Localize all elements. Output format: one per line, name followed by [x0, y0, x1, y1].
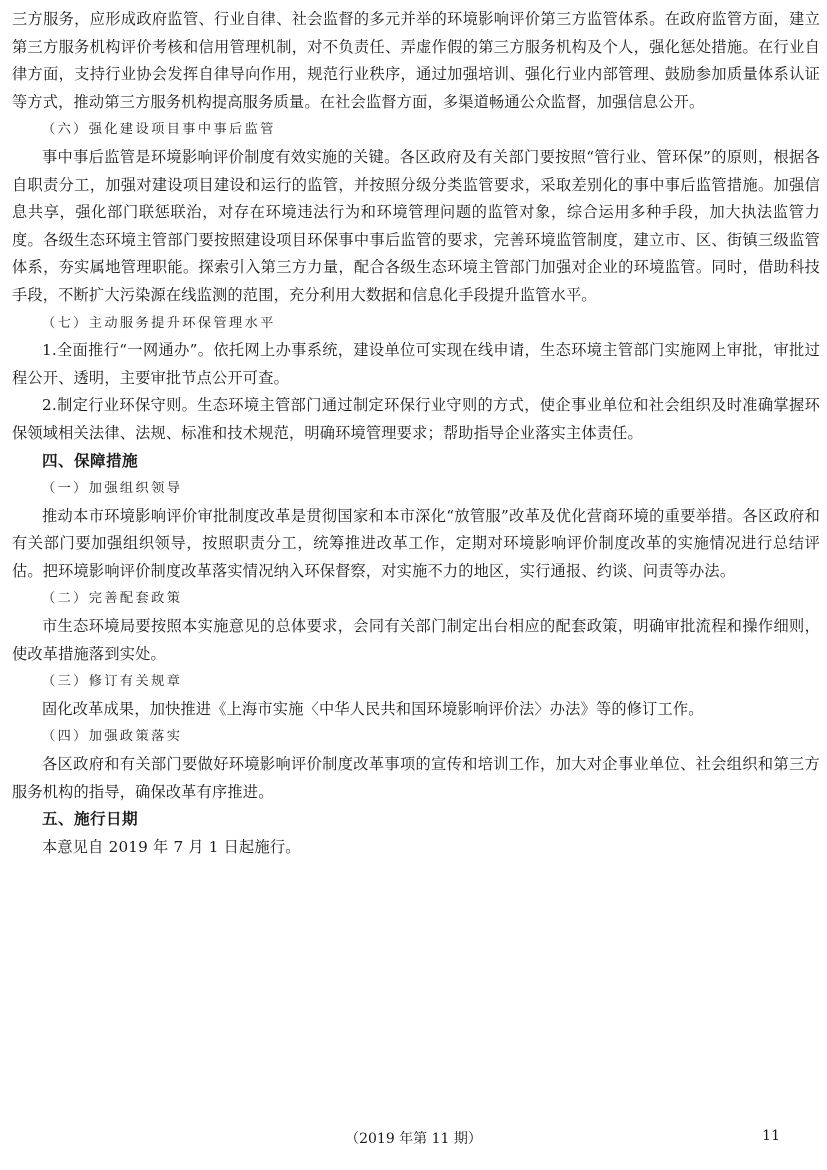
- paragraph-one-stop-service: 1.全面推行“一网通办”。依托网上办事系统，建设单位可实现在线申请，生态环境主管部门实施网上审批，审批过程公开、透明，主要审批节点公开可查。: [12, 341, 820, 387]
- subheading-1-organization: （一）加强组织领导: [42, 481, 183, 497]
- paragraph-policy-implementation: 各区政府和有关部门要做好环境影响评价制度改革事项的宣传和培训工作，加大对企事业单位、社会组织和第三方服务机构的指导，确保改革有序推进。: [12, 755, 820, 801]
- issue-label: （2019 年第 11 期）: [345, 1131, 482, 1147]
- subheading-3-revise-regulations: （三）修订有关规章: [42, 674, 183, 690]
- subheading-7-proactive-service: （七）主动服务提升环保管理水平: [42, 315, 276, 331]
- subheading-2-supporting-policies: （二）完善配套政策: [42, 591, 183, 607]
- page-footer: [0, 1128, 827, 1150]
- page-number: 11: [762, 1128, 780, 1144]
- paragraph-effective-date: 本意见自 2019 年 7 月 1 日起施行。: [42, 837, 301, 856]
- paragraph-supporting-policies: 市生态环境局要按照本实施意见的总体要求，会同有关部门制定出台相应的配套政策，明确审批流程和操作细则，使改革措施落到实处。: [12, 617, 820, 663]
- document-body: [12, 6, 820, 861]
- paragraph-industry-code: 2.制定行业环保守则。生态环境主管部门通过制定环保行业守则的方式，使企事业单位和社会组织及时准确掌握环保领域相关法律、法规、标准和技术规范，明确环境管理要求；帮助指导企业落实主体责任。: [12, 396, 820, 442]
- paragraph-post-supervision: 事中事后监管是环境影响评价制度有效实施的关键。各区政府及有关部门要按照“管行业、管环保”的原则，根据各自职责分工，加强对建设项目建设和运行的监管，并按照分级分类监管要求，采取差别化的事中事后监管措施。加强信息共享，强化部门联惩联治，对存在环境违法行为和环境管理问题的监管对象，综合运用多种手段，加大执法监管力度。各级生态环境主管部门要按照建设项目环保事中事后监管的要求，完善环境监管制度，建立市、区、街镇三级监管体系，夯实属地管理职能。探索引入第三方力量，配合各级生态环境主管部门加强对企业的环境监管。同时，借助科技手段，不断扩大污染源在线监测的范围，充分利用大数据和信息化手段提升监管水平。: [12, 147, 820, 304]
- heading-4-safeguards: 四、保障措施: [42, 451, 138, 470]
- paragraph-organization: 推动本市环境影响评价审批制度改革是贯彻国家和本市深化“放管服”改革及优化营商环境的重要举措。各区政府和有关部门要加强组织领导，按照职责分工，统筹推进改革工作，定期对环境影响评价制度改革的实施情况进行总结评估。把环境影响评价制度改革落实情况纳入环保督察，对实施不力的地区，实行通报、约谈、问责等办法。: [12, 506, 820, 580]
- heading-5-effective-date: 五、施行日期: [42, 810, 138, 829]
- paragraph-revise-regulations: 固化改革成果，加快推进《上海市实施〈中华人民共和国环境影响评价法〉办法》等的修订工作。: [42, 699, 704, 718]
- paragraph-third-party-supervision: 三方服务，应形成政府监管、行业自律、社会监督的多元并举的环境影响评价第三方监管体系。在政府监管方面，建立第三方服务机构评价考核和信用管理机制，对不负责任、弄虚作假的第三方服务机构及个人，强化惩处措施。在行业自律方面，支持行业协会发挥自律导向作用，规范行业秩序，通过加强培训、强化行业内部管理、鼓励参加质量体系认证等方式，推动第三方服务机构提高服务质量。在社会监督方面，多渠道畅通公众监督，加强信息公开。: [12, 10, 820, 111]
- subheading-4-policy-implementation: （四）加强政策落实: [42, 729, 183, 745]
- subheading-6-post-supervision: （六）强化建设项目事中事后监管: [42, 122, 276, 138]
